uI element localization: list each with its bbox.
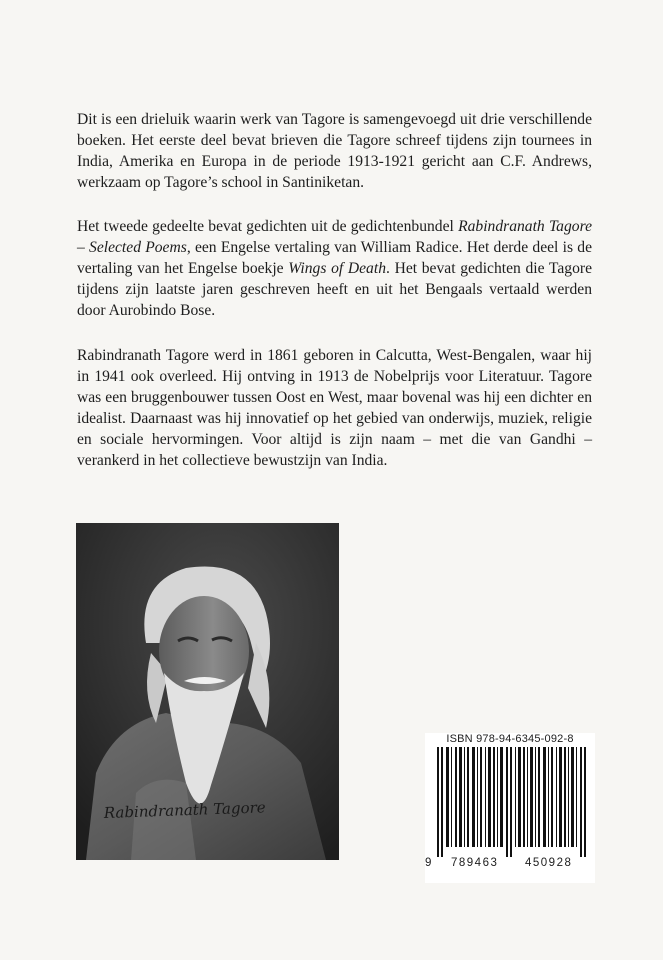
contents-text-b: , een Engelse vertaling van William Radice. Het derde deel is de vertaling van het Engelse boekje	[77, 239, 592, 277]
paragraph-intro	[77, 109, 592, 193]
contents-text-c: . Het bevat gedichten die Tagore tijdens zijn laatste jaren geschreven heeft en uit het Bengaals vertaald werden door Aurobindo Bose.	[77, 260, 592, 319]
paragraph-intro-text: Dit is een drieluik waarin werk van Tagore is samengevoegd uit drie verschillende boeken. Het eerste deel bevat brieven die Tagore schreef tijdens zijn tournees in India, Amerika en Europa in de periode 1913-1921 gericht aan C.F. Andrews, werkzaam op Tagore’s school in Santiniketan.	[77, 111, 592, 191]
signature: Rabindranath Tagore	[103, 798, 266, 822]
author-portrait-photo	[76, 523, 339, 860]
paragraph-contents	[77, 216, 592, 321]
barcode-digits-left: 789463	[451, 857, 499, 869]
book-title-wings-of-death: Wings of Death	[288, 260, 386, 277]
isbn-label: ISBN 978-94-6345-092-8	[446, 733, 574, 745]
book-title-selected-poems: Rabindranath Tagore – Selected Poems	[77, 218, 592, 256]
paragraph-contents-text	[77, 216, 592, 321]
barcode-digit-first: 9	[425, 857, 433, 869]
paragraph-biography-text: Rabindranath Tagore werd in 1861 geboren in Calcutta, West-Bengalen, waar hij in 1941 ook overleed. Hij ontving in 1913 de Nobelprijs voor Literatuur. Tagore was een bruggenbouwer tussen Oost en West, maar bovenal was hij een dichter en idealist. Daarnaast was hij innovatief op het gebied van onderwijs, muziek, religie en sociale hervormingen. Voor altijd is zijn naam – met die van Gandhi – verankerd in het collectieve bewustzijn van India.	[77, 347, 592, 469]
contents-text-a: Het tweede gedeelte bevat gedichten uit de gedichtenbundel	[77, 218, 459, 235]
paragraph-biography	[77, 345, 592, 471]
barcode-digits-right: 450928	[525, 857, 573, 869]
barcode-bars	[425, 747, 595, 857]
portrait-illustration	[76, 523, 339, 860]
isbn-barcode	[425, 733, 595, 883]
